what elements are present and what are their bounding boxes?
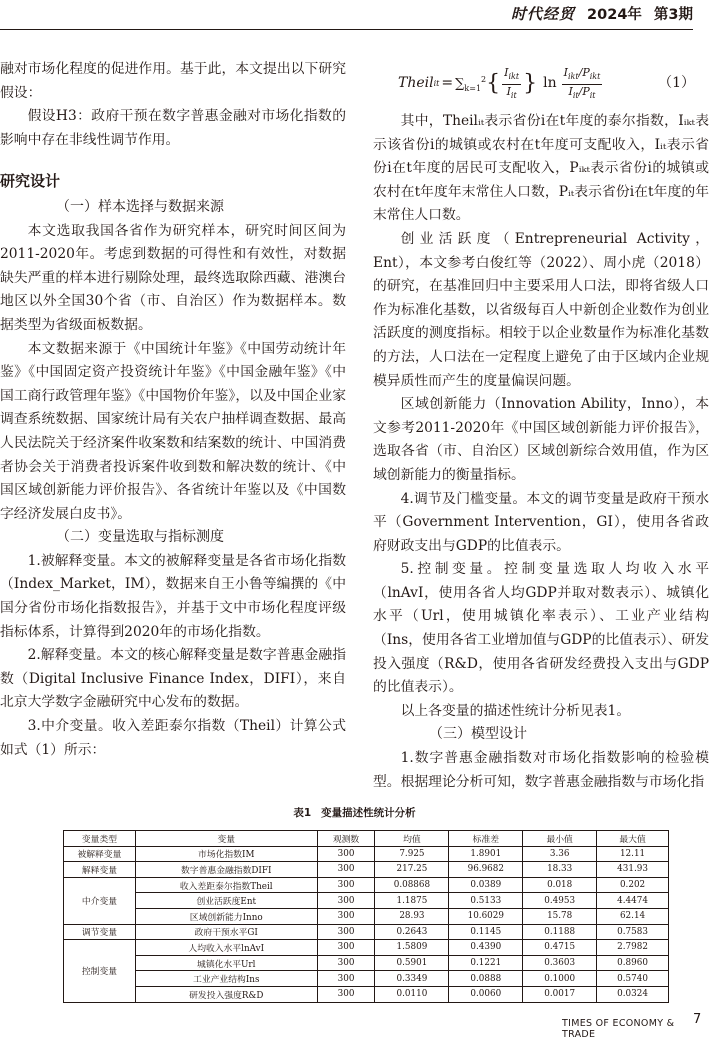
table-cell-mean: 0.08868	[375, 877, 449, 893]
variable-type-cell: 解释变量	[64, 862, 136, 878]
table-cell-sd: 96.9682	[449, 862, 523, 878]
table-cell-max: 0.8960	[597, 955, 669, 971]
table-cell-sd: 0.0060	[449, 986, 523, 1002]
table-cell-mean: 28.93	[375, 908, 449, 924]
formula-frac1: $\frac{I_{ikt}}{I_{it}}$	[504, 66, 520, 100]
formula-sum-sup: 2	[481, 74, 487, 84]
formula-sum: $\sum_{k=1}^2$	[455, 74, 487, 93]
table-cell-n: 300	[317, 877, 375, 893]
formula-ln: ln	[543, 75, 557, 92]
table-cell-var: 城镇化水平Url	[135, 955, 317, 971]
formula-frac2: $\frac{I_{ikt}/P_{ikt}}{I_{it}/P_{it}}$	[563, 66, 601, 100]
footer-journal-name: TIMES OF ECONOMY & TRADE	[562, 1018, 675, 1040]
variable-type-cell: 中介变量	[64, 877, 136, 924]
table-cell-mean: 0.5901	[375, 955, 449, 971]
table-cell-sd: 0.4390	[449, 940, 523, 956]
table-cell-var: 收入差距泰尔指数Theil	[135, 877, 317, 893]
table-row	[64, 924, 669, 940]
table-row	[64, 877, 669, 893]
table-cell-min: 0.1000	[523, 971, 597, 987]
table-row	[64, 908, 669, 924]
table-cell-min: 3.36	[523, 846, 597, 862]
right-column	[373, 58, 709, 794]
subsection-heading-model: （三）模型设计	[429, 726, 527, 743]
table-header-cell: 最小值	[523, 831, 597, 847]
table-cell-n: 300	[317, 955, 375, 971]
table-cell-n: 300	[317, 940, 375, 956]
paragraph: 以上各变量的描述性统计分析见表1。	[400, 702, 631, 719]
table-cell-max: 431.93	[597, 862, 669, 878]
table-cell-max: 0.7583	[597, 924, 669, 940]
journal-year: 2024年	[587, 6, 642, 23]
table-cell-var: 人均收入水平lnAvI	[135, 940, 317, 956]
section-heading-research-design: 研究设计	[0, 172, 61, 191]
page-number: 7	[693, 1012, 702, 1027]
paragraph: 4.调节及门槛变量。本文的调节变量是政府干预水平（Government Intervention，GI），使用各省政府财政支出与GDP的比值表示。	[373, 490, 709, 554]
paragraph: 3.中介变量。收入差距泰尔指数（Theil）计算公式如式（1）所示：	[0, 718, 346, 758]
table-cell-min: 15.78	[523, 908, 597, 924]
table-label: 表1	[293, 807, 312, 819]
paragraph: 1.数字普惠金融指数对市场化指数影响的检验模型。根据理论分析可知，数字普惠金融指数与市场化指	[373, 750, 709, 790]
table-row	[64, 940, 669, 956]
table-cell-mean: 1.1875	[375, 893, 449, 909]
table-cell-n: 300	[317, 924, 375, 940]
formula-sum-sub: k=1	[464, 83, 482, 93]
table-row	[64, 971, 669, 987]
table-cell-max: 62.14	[597, 908, 669, 924]
paragraph: 创业活跃度（Entrepreneurial Activity，Ent），本文参考白俊红等（2022）、周小虎（2018）的研究，在基准回归中主要采用人口法，即将省级人口作为标准化基数，以省级每百人中新创企业数作为创业活跃度的测度指标。相较于以企业数量作为标准化基数的方法，人口法在一定程度上避免了由于区域内企业规模异质性而产生的度量偏误问题。	[373, 230, 709, 389]
table-cell-var: 创业活跃度Ent	[135, 893, 317, 909]
table-cell-min: 18.33	[523, 862, 597, 878]
formula-eq: =	[441, 75, 454, 92]
table-cell-sd: 1.8901	[449, 846, 523, 862]
table-cell-sd: 0.1221	[449, 955, 523, 971]
table-cell-n: 300	[317, 846, 375, 862]
table-cell-sd: 0.1145	[449, 924, 523, 940]
table-cell-mean: 7.925	[375, 846, 449, 862]
table-header-cell: 变量类型	[64, 831, 136, 847]
subsection-heading-variables: （二）变量选取与指标测度	[56, 529, 224, 546]
table-cell-min: 0.0017	[523, 986, 597, 1002]
table-cell-min: 0.4715	[523, 940, 597, 956]
table-cell-min: 0.1188	[523, 924, 597, 940]
paragraph: 1.被解释变量。本文的被解释变量是各省市场化指数（Index_Market，IM），数据来自王小鲁等编撰的《中国分省份市场化指数报告》，并基于文中市场化程度评级指标体系，计算得到2020年的市场化指数。	[0, 552, 346, 640]
paragraph: 区域创新能力（Innovation Ability，Inno），本文参考2011-2020年《中国区域创新能力评价报告》，选取各省（市、自治区）区域创新综合效用值，作为区域创新能力的衡量指标。	[373, 396, 709, 483]
table-header-cell: 观测数	[317, 831, 375, 847]
table-cell-n: 300	[317, 971, 375, 987]
variable-type-cell: 被解释变量	[64, 846, 136, 862]
table-cell-var: 市场化指数IM	[135, 846, 317, 862]
table-cell-var: 区域创新能力Inno	[135, 908, 317, 924]
table-row	[64, 986, 669, 1002]
table-cell-sd: 0.0888	[449, 971, 523, 987]
hypothesis-h3: 假设H3：政府干预在数字普惠金融对市场化指数的影响中存在非线性调节作用。	[0, 108, 346, 148]
table-header-cell: 标准差	[449, 831, 523, 847]
variable-type-cell: 调节变量	[64, 924, 136, 940]
table-header-cell: 最大值	[597, 831, 669, 847]
table-row	[64, 955, 669, 971]
table-cell-mean: 0.3349	[375, 971, 449, 987]
table-row	[64, 862, 669, 878]
table-title: 变量描述性统计分析	[321, 807, 416, 819]
table-row	[64, 846, 669, 862]
formula-brace-open: {	[486, 71, 501, 97]
table-cell-mean: 1.5809	[375, 940, 449, 956]
table-cell-var: 工业产业结构Ins	[135, 971, 317, 987]
descriptive-stats-table	[63, 830, 669, 1003]
table-cell-n: 300	[317, 986, 375, 1002]
table-cell-n: 300	[317, 893, 375, 909]
table-cell-max: 2.7982	[597, 940, 669, 956]
formula-lhs: Theil	[398, 75, 434, 92]
table-header-cell: 变量	[135, 831, 317, 847]
table-cell-n: 300	[317, 908, 375, 924]
table-cell-sd: 0.0389	[449, 877, 523, 893]
table-header-cell: 均值	[375, 831, 449, 847]
running-header	[511, 2, 693, 24]
table-cell-sd: 10.6029	[449, 908, 523, 924]
table-cell-sd: 0.5133	[449, 893, 523, 909]
paragraph: 5.控制变量。控制变量选取人均收入水平（lnAvI，使用各省人均GDP并取对数表示）、城镇化水平（Url，使用城镇化率表示）、工业产业结构（Ins，使用各省工业增加值与GDP的比值表示）、研发投入强度（R&D，使用各省研发经费投入支出与GDP的比值表示）。	[373, 561, 709, 696]
table-cell-mean: 217.25	[375, 862, 449, 878]
table-cell-mean: 0.0110	[375, 986, 449, 1002]
header-rule	[0, 29, 693, 30]
table-cell-var: 研发投入强度R&D	[135, 986, 317, 1002]
table-cell-max: 0.5740	[597, 971, 669, 987]
table-cell-mean: 0.2643	[375, 924, 449, 940]
paragraph: 本文数据来源于《中国统计年鉴》《中国劳动统计年鉴》《中国固定资产投资统计年鉴》《中国金融年鉴》《中国工商行政管理年鉴》《中国物价年鉴》，以及中国企业家调查系统数据、国家统计局有关农户抽样调查数据、最高人民法院关于经济案件收案数和结案数的统计、中国消费者协会关于消费者投诉案件收到数和解决数的统计、《中国区域创新能力评价报告》、各省统计年鉴以及《中国数字经济发展白皮书》。	[0, 340, 346, 522]
paragraph: 其中，Theilᵢₜ表示省份i在t年度的泰尔指数，Iᵢₖₜ表示该省份i的城镇或农村在t年度可支配收入，Iᵢₜ表示省份i在t年度的居民可支配收入，Pᵢₖₜ表示省份i的城镇或农村在t年度年末常住人口数，Pᵢₜ表示省份i在t年度的年末常住人口数。	[373, 113, 709, 224]
theil-formula	[373, 58, 709, 110]
table-cell-max: 4.4474	[597, 893, 669, 909]
table-cell-n: 300	[317, 862, 375, 878]
formula-number: （1）	[658, 75, 695, 92]
journal-name: 时代经贸	[511, 4, 576, 23]
table-cell-max: 0.0324	[597, 986, 669, 1002]
table-cell-min: 0.4953	[523, 893, 597, 909]
table-cell-min: 0.018	[523, 877, 597, 893]
table-cell-min: 0.3603	[523, 955, 597, 971]
table-cell-max: 0.202	[597, 877, 669, 893]
table-cell-var: 数字普惠金融指数DIFI	[135, 862, 317, 878]
formula-brace-close: }	[523, 71, 538, 97]
table-header-row	[64, 831, 669, 847]
paragraph: 本文选取我国各省作为研究样本，研究时间区间为2011-2020年。考虑到数据的可得性和有效性，对数据缺失严重的样本进行剔除处理，最终选取除西藏、港澳台地区以外全国30个省（市、自治区）作为数据样本。数据类型为省级面板数据。	[0, 222, 346, 333]
table-row	[64, 893, 669, 909]
table-cell-var: 政府干预水平GI	[135, 924, 317, 940]
formula-lhs-sub: it	[433, 79, 440, 89]
table-cell-max: 12.11	[597, 846, 669, 862]
paragraph: 融对市场化程度的促进作用。基于此，本文提出以下研究假设：	[0, 61, 346, 101]
variable-type-cell: 控制变量	[64, 940, 136, 1002]
paragraph: 2.解释变量。本文的核心解释变量是数字普惠金融指数（Digital Inclusive Finance Index，DIFI），来自北京大学数字金融研究中心发布的数据。	[0, 647, 346, 711]
left-column	[0, 58, 346, 762]
table-caption	[0, 805, 709, 820]
subsection-heading-sample: （一）样本选择与数据来源	[56, 198, 224, 215]
journal-issue: 第3期	[653, 6, 693, 23]
